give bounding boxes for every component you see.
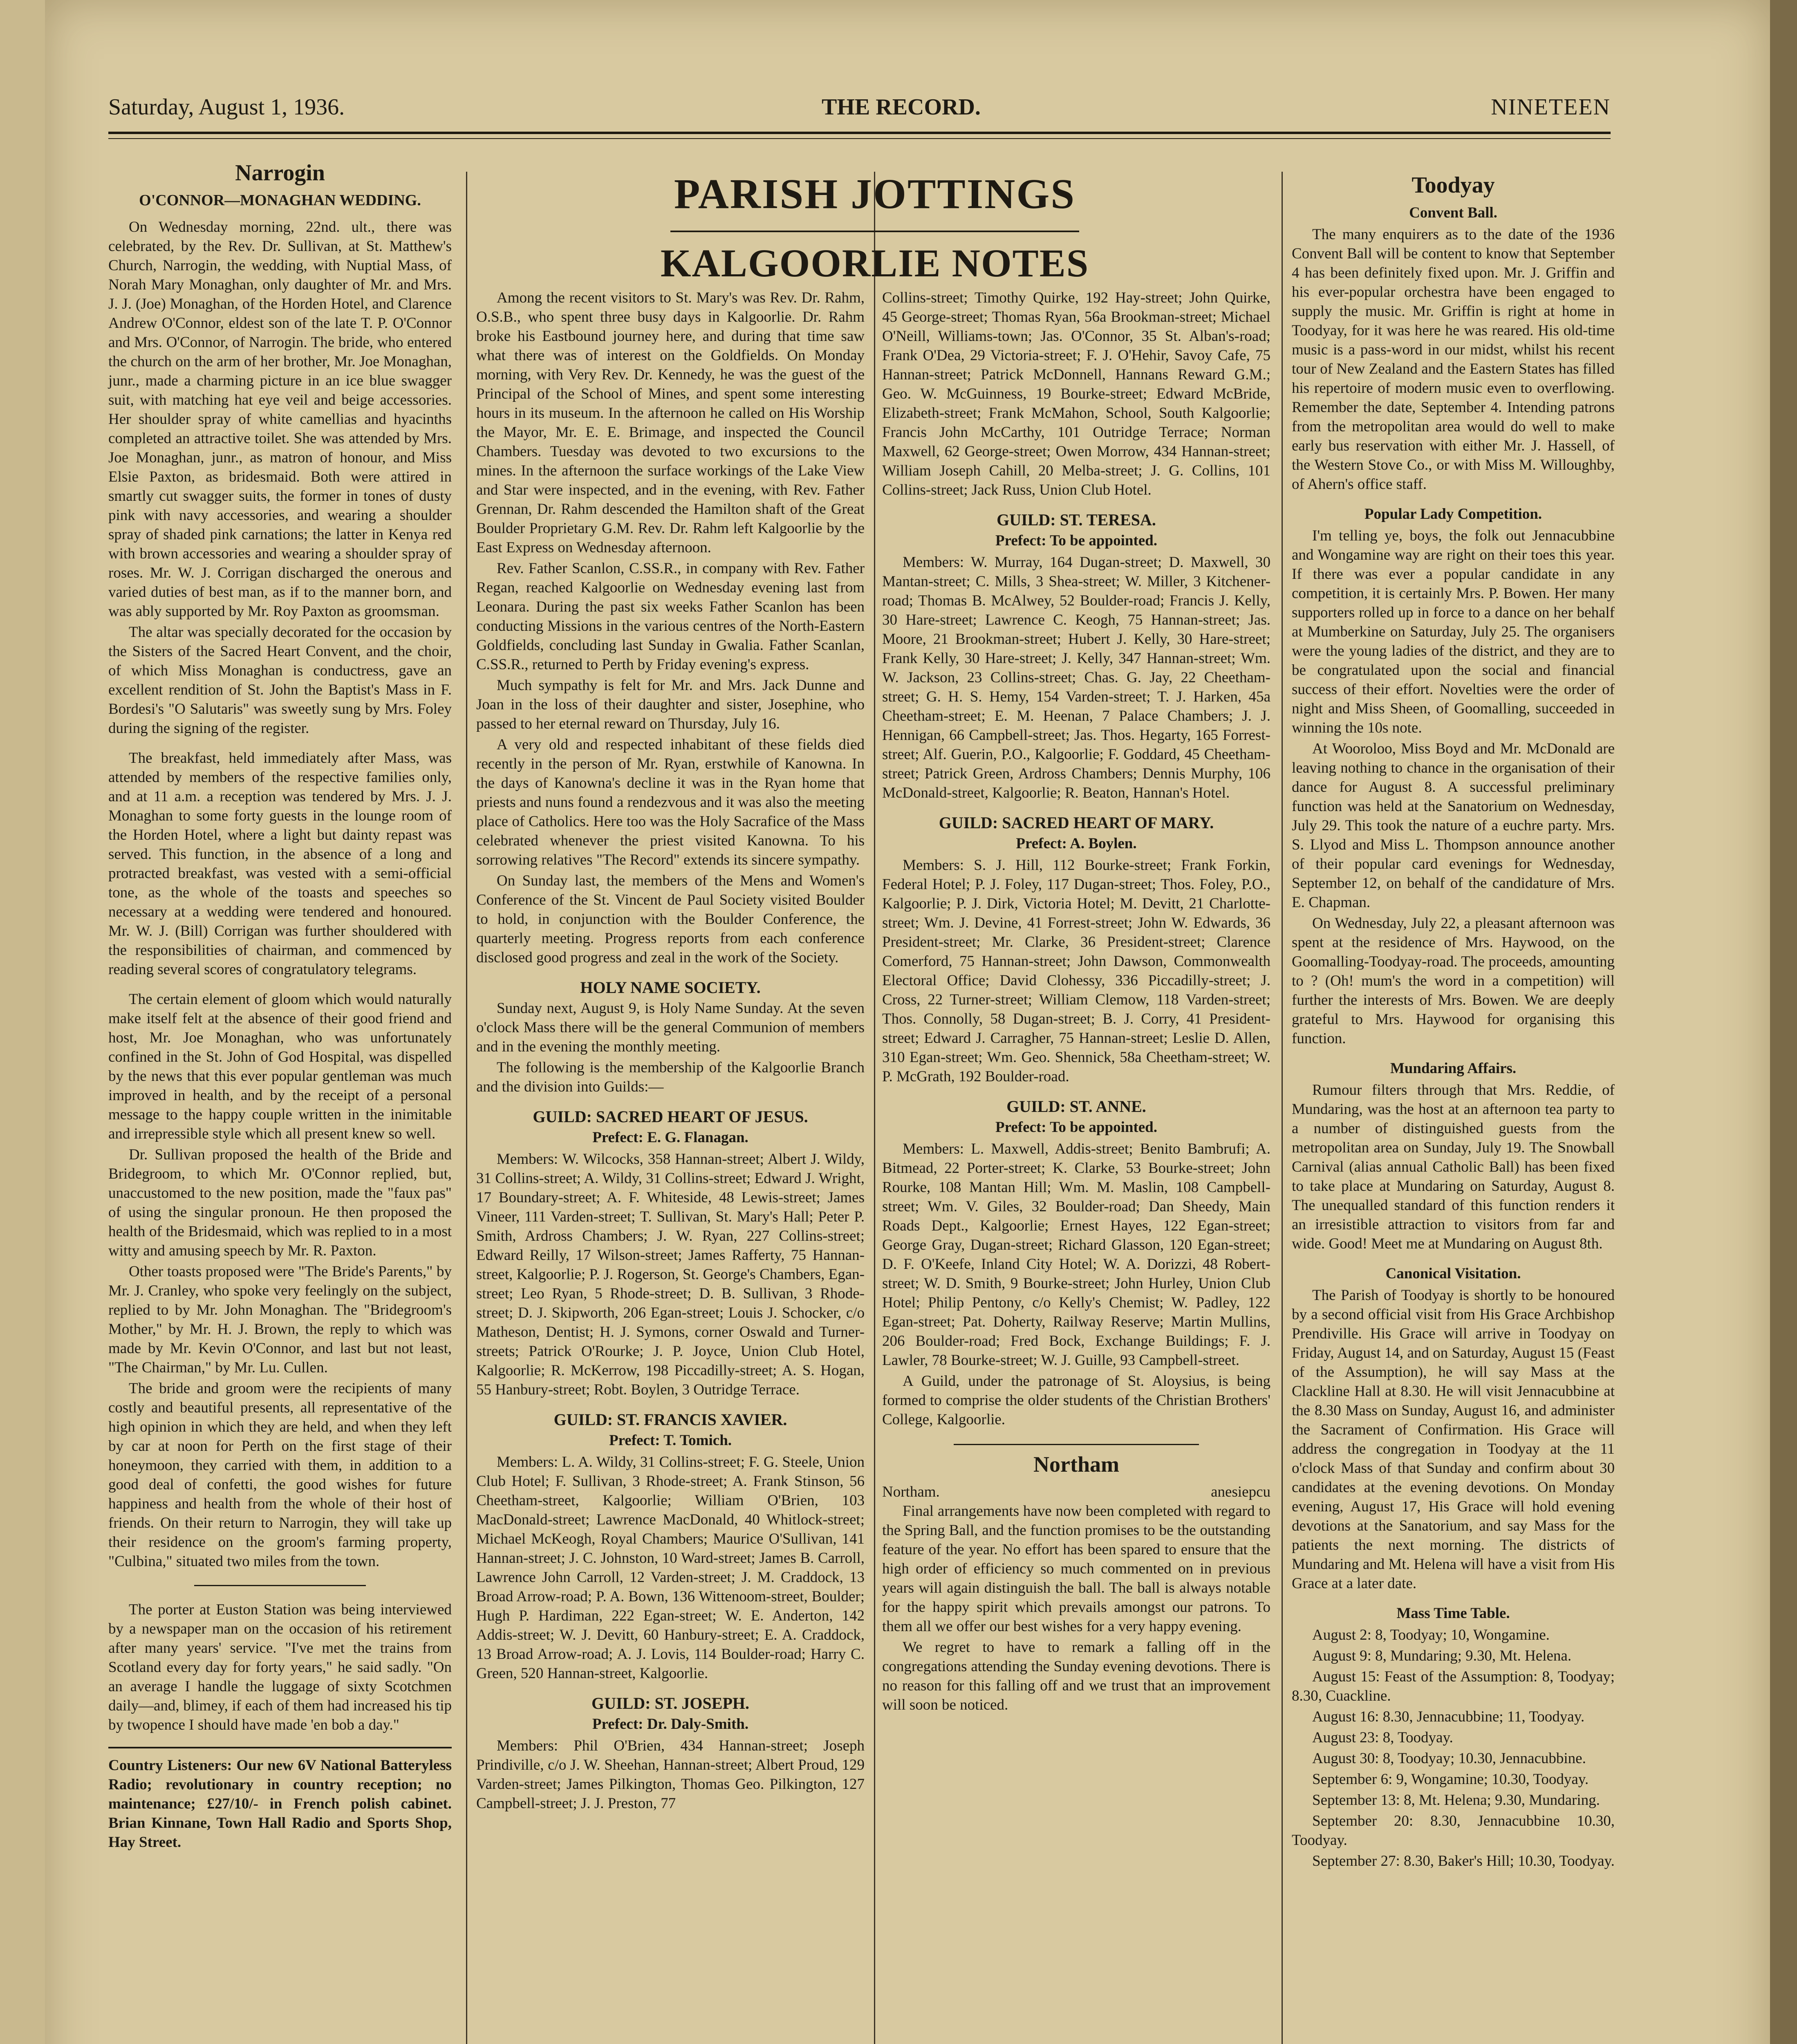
banner-title: PARISH JOTTINGS — [674, 170, 1076, 217]
member-list: Members: W. Murray, 164 Dugan-street; D. Maxwell, 30 Mantan-street; C. Mills, 3 Shea-street; W. Miller, 3 Kitchener-road; Thomas B. McAlwey, 52 Boulder-road; Francis J. Kelly, 30 Hare-street; Lawrence C. Keogh, 75 Hannan-street; Jas. Moore, 21 Brookman-street; Hubert J. Kelly, 30 Hare-street; Frank Kelly, 30 Hare-street; J. Kelly, 347 Hannan-street; Wm. W. Jackson, 23 Collins-street; Chas. G. Jay, 22 Cheetham-street; G. H. S. Hemy, 154 Varden-street; T. J. Harken, 45a Cheetham-street; E. M. Heenan, 7 Palace Chambers; J. J. Hennigan, 66 Campbell-street; Jas. Thos. Hegarty, 165 Forrest-street; Alf. Guerin, P.O., Kalgoorlie; F. Goddard, 45 Cheetham-street; Patrick Green, Ardross Chambers; Dennis Murphy, 106 McDonald-street, Kalgoorlie; R. Beaton, Hannan's Hotel. — [882, 554, 1270, 801]
timetable-row: September 27: 8.30, Baker's Hill; 10.30, Toodyay. — [1312, 1853, 1615, 1869]
prefect: Prefect: To be appointed. — [995, 532, 1158, 549]
guild-heading: GUILD: ST. JOSEPH. — [592, 1694, 749, 1712]
paragraph: The altar was specially decorated for the occasion by the Sisters of the Sacred Heart Convent, and the choir, of which Miss Monaghan is conductress, gave an excellent rendition of St. John the Baptist's Mass in F. Bordesi's "O Salutaris" was sweetly sung by Mrs. Foley during the signing of the register. — [108, 624, 452, 737]
prefect: Prefect: T. Tomich. — [609, 1432, 732, 1449]
paragraph: On Wednesday morning, 22nd. ult., there was celebrated, by the Rev. Dr. Sullivan, at St. Matthew's Church, Narrogin, the wedding, with Nuptial Mass, of Norah Mary Monaghan, only daughter of Mr. and Mrs. J. J. (Joe) Monaghan, of the Horden Hotel, and Clarence Andrew O'Connor, eldest son of the late T. P. O'Connor and Mrs. O'Connor, of Narrogin. The bride, who entered the church on the arm of her brother, Mr. Joe Monaghan, junr., made a charming picture in an ice blue swagger suit, with matching hat eye veil and beige accessories. Her shoulder spray of white camellias and hyacinths completed an attractive toilet. She was attended by Mrs. Joe Monaghan, junr., as matron of honour, and Miss Elsie Paxton, as bridesmaid. Both were attired in smartly cut swagger suits, the former in tones of dusty pink with navy accessories, and wearing a shoulder spray of shaded pink carnations; the latter in Kenya red with brown accessories and wearing a shoulder spray of roses. Mr. W. J. Corrigan discharged the onerous and varied duties of best man, as if to the manner born, and was ably supported by Mr. Roy Paxton as groomsman. — [108, 219, 452, 620]
subheading: Mass Time Table. — [1396, 1605, 1510, 1622]
paragraph: The following is the membership of the Kalgoorlie Branch and the division into Guilds:— — [476, 1059, 865, 1095]
timetable-row: August 15: Feast of the Assumption: 8, Toodyay; 8.30, Cuackline. — [1292, 1668, 1615, 1704]
guild-heading: GUILD: ST. ANNE. — [1006, 1097, 1146, 1116]
paragraph: The certain element of gloom which would naturally make itself felt at the absence of their good friend and host, Mr. Joe Monaghan, who was unfortunately confined in the St. John of God Hospital, was dispelled by the news that this ever popular gentleman was much improved in health, and by the receipt of a personal message to the happy couple written in the inimitable and irrepressible style which all present knew so well. — [108, 991, 452, 1142]
timetable-row: September 6: 9, Wongamine; 10.30, Toodyay. — [1312, 1771, 1589, 1788]
page-header — [108, 94, 1611, 123]
paragraph: Sunday next, August 9, is Holy Name Sunday. At the seven o'clock Mass there will be the general Communion of members and in the evening the monthly meeting. — [476, 1000, 865, 1055]
guild-heading: GUILD: SACRED HEART OF JESUS. — [533, 1107, 808, 1126]
divider — [954, 1444, 1199, 1445]
page-number: NINETEEN — [1491, 94, 1611, 120]
guild-heading: GUILD: SACRED HEART OF MARY. — [939, 814, 1214, 832]
radio-advert: Country Listeners: Our new 6V National Batteryless Radio; revolutionary in country reception; no maintenance; £27/10/- in French polish cabinet. Brian Kinnane, Town Hall Radio and Sports Shop, Hay Street. — [108, 1747, 452, 1852]
paragraph: I'm telling ye, boys, the folk out Jennacubbine and Wongamine way are right on their toes this year. If there was ever a popular candidate in any competition, it is certainly Mrs. P. Bowen. Her many supporters rolled up in force to a dance on her behalf at Mumberkine on Saturday, July 25. The organisers were the young ladies of the district, and they are to be congratulated upon the social and financial success of their effort. Novelties were the order of night and Miss Sheen, of Goomalling, succeeded in winning the 10s note. — [1292, 527, 1615, 736]
timetable-row: August 23: 8, Toodyay. — [1312, 1729, 1453, 1746]
subheading: Mundaring Affairs. — [1390, 1060, 1517, 1077]
column-divider — [874, 172, 875, 2044]
paragraph: On Wednesday, July 22, a pleasant afternoon was spent at the residence of Mrs. Haywood, on the Goomalling-Toodyay-road. The proceeds, amounting to ? (Oh! mum's the word in a competition) will further the interests of Mrs. Bowen. We are deeply grateful to Mrs. Haywood for organising this function. — [1292, 915, 1615, 1047]
member-list: Members: L. A. Wildy, 31 Collins-street; F. G. Steele, Union Club Hotel; F. Sullivan, 3 Rhode-street; A. Frank Stinson, 56 Cheetham-street, Kalgoorlie; William O'Brien, 103 MacDonald-street; Lawrence MacDonald, 40 Whitlock-street; Michael McKeogh, Royal Chambers; Maurice O'Sullivan, 141 Hannan-street; J. C. Johnston, 10 Ward-street; James B. Carroll, Lawrence John Carroll, 12 Varden-street; J. M. Craddock, 13 Broad Arrow-road; P. A. Bown, 136 Wittenoom-street, Boulder; Hugh P. Hardiman, 222 Egan-street; W. E. Anderton, 142 Addis-street; W. J. Devitt, 60 Hanbury-street; E. A. Craddock, 13 Broad Arrow-road; A. J. Lovis, 114 Boulder-road; Harry C. Green, 520 Hannan-street, Kalgoorlie. — [476, 1454, 865, 1682]
guild-heading: GUILD: ST. FRANCIS XAVIER. — [553, 1410, 787, 1429]
paragraph: A Guild, under the patronage of St. Aloysius, is being formed to comprise the older students of the Christian Brothers' College, Kalgoorlie. — [882, 1373, 1270, 1428]
timetable-row: September 20: 8.30, Jennacubbine 10.30, Toodyay. — [1292, 1813, 1615, 1849]
subheading: HOLY NAME SOCIETY. — [580, 978, 761, 997]
dateline-mark: anesiepcu — [1211, 1484, 1270, 1500]
page-edge — [1770, 0, 1797, 2044]
northam-dateline — [882, 1482, 1270, 1502]
prefect: Prefect: A. Boylen. — [1016, 835, 1137, 852]
paragraph: The many enquirers as to the date of the 1936 Convent Ball will be content to know that September 4 has been definitely fixed upon. Mr. J. Griffin and his ever-popular orchestra have been engaged to supply the music. Mr. Griffin is right at home in Toodyay, for it was here he was reared. His old-time music is a pass-word in our midst, whilst his recent tour of New Zealand and the Eastern States has filled his repertoire of modern music even to overflowing. Remember the date, September 4. Intending patrons from the metropolitan area would do well to make early bus reservation with either Mr. J. Hassell, of the Western Stove Co., or with Miss M. Willoughby, of Ahern's office staff. — [1292, 226, 1615, 493]
headline: KALGOORLIE NOTES — [660, 241, 1089, 285]
paragraph: Dr. Sullivan proposed the health of the Bride and Bridegroom, to which Mr. O'Connor replied, but, unaccustomed to the new position, made the "faux pas" of using the singular pronoun. He then proposed the health of the Bridesmaid, which was replied to in a most witty and amusing speech by Mr. R. Paxton. — [108, 1146, 452, 1259]
paragraph: The breakfast, held immediately after Mass, was attended by members of the respective families only, and at 11 a.m. a reception was tendered by Mrs. J. J. Monaghan to some forty guests in the lounge room of the Horden Hotel, where a light but dainty repast was served. This function, in the absence of a long and protracted breakfast, was vested with a semi-official tone, as the whole of the toasts and speeches so necessary at a wedding were tendered and honoured. Mr. W. J. (Bill) Corrigan was further shouldered with the responsibilities of chairman, and commenced by reading several scores of congratulatory telegrams. — [108, 750, 452, 978]
header-rule — [108, 132, 1611, 134]
paragraph: At Wooroloo, Miss Boyd and Mr. McDonald are leaving nothing to chance in the organisation of their dance for August 8. A successful preliminary function was held at the Sanatorium on Wednesday, July 29. This took the nature of a euchre party. Mrs. S. Llyod and Miss L. Thompson announce another of their popular card evenings for Wednesday, September 12, on behalf of the candidature of Mrs. E. Chapman. — [1292, 740, 1615, 911]
prefect: Prefect: Dr. Daly-Smith. — [592, 1716, 749, 1732]
column-divider — [466, 172, 467, 2044]
member-list: Collins-street; Timothy Quirke, 192 Hay-street; John Quirke, 45 George-street; Thomas Ryan, 56a Brookman-street; Michael O'Neill, Williams-town; Jas. O'Connor, 35 St. Alban's-road; Frank O'Dea, 29 Victoria-street; F. J. O'Hehir, Savoy Cafe, 75 Hannan-street; Patrick McDonnell, Hannans Reward G.M.; Geo. W. McGuinness, 19 Bourke-street; Edward McBride, Elizabeth-street; Frank McMahon, School, South Kalgoorlie; Francis John McCarthy, 101 Outridge Terrace; Norman Maxwell, 62 George-street; Owen Morrow, 434 Hannan-street; William Joseph Cahill, 20 Melba-street; J. G. Collins, 101 Collins-street; Jack Russ, Union Club Hotel. — [882, 289, 1270, 498]
timetable-row: August 9: 8, Mundaring; 9.30, Mt. Helena. — [1312, 1647, 1572, 1664]
member-list: Members: S. J. Hill, 112 Bourke-street; Frank Forkin, Federal Hotel; P. J. Foley, 117 Dugan-street; Thos. Foley, P.O., Kalgoorlie; P. J. Dirk, Victoria Hotel; M. Devitt, 21 Charlotte-street; Wm. J. Devine, 41 Forrest-street; John W. Edwards, 36 President-street; Mr. Clarke, 36 President-street; Clarence Comerford, 75 Hannan-street; John Dawson, Commonwealth Electoral Office; David Clohessy, 336 Piccadilly-street; J. Cross, 22 Turner-street; William Clemow, 118 Varden-street; Thos. Connolly, 58 Dugan-street; B. J. Corry, 41 President-street; Edward J. Carragher, 75 Hannan-street; Leslie D. Allen, 310 Egan-street; Wm. Geo. Shennick, 58a Cheetham-street; W. P. McGrath, 192 Boulder-road. — [882, 857, 1270, 1085]
divider — [194, 1585, 366, 1586]
header-rule-thin — [108, 138, 1611, 139]
timetable-row: August 30: 8, Toodyay; 10.30, Jennacubbine. — [1312, 1750, 1586, 1767]
column-divider — [1282, 172, 1283, 2044]
timetable-row: August 16: 8.30, Jennacubbine; 11, Toodyay. — [1312, 1708, 1585, 1725]
paragraph: A very old and respected inhabitant of these fields died recently in the person of Mr. Ryan, erstwhile of Kanowna. In the days of Kanowna's decline it was in the Ryan home that priests and nuns found a rendezvous and it was also the meeting place of Catholics. Here too was the Holy Sacrafice of the Mass celebrated whenever the priest visited Kanowna. To his sorrowing relatives "The Record" extends its sincere sympathy. — [476, 736, 865, 868]
member-list: Members: Phil O'Brien, 434 Hannan-street; Joseph Prindiville, c/o J. W. Sheehan, Hannan-street; Albert Proud, 129 Varden-street; James Pilkington, Thomas Geo. Pilkington, 127 Campbell-street; J. J. Preston, 77 — [476, 1737, 865, 1812]
paragraph: The Parish of Toodyay is shortly to be honoured by a second official visit from His Grace Archbishop Prendiville. His Grace will arrive in Toodyay on Friday, August 14, and on Saturday, August 15 (Feast of the Assumption), he will say Mass at the Clackline Hall at 8.30. He will visit Jennacubbine at the 8.30 Mass on Sunday, August 16, and administer the Sacrament of Confirmation. His Grace will address the congregation in Toodyay at the 11 o'clock Mass of that Sunday and confirm about 30 candidates at the evening devotions. On Monday evening, August 17, His Grace will hold evening devotions at the Sanatorium, and say Mass for the patients the next morning. The districts of Mundaring and Mt. Helena will have a visit from His Grace at a later date. — [1292, 1287, 1615, 1592]
paragraph: Much sympathy is felt for Mr. and Mrs. Jack Dunne and Joan in the loss of their daughter and sister, Josephine, who passed to her eternal reward on Thursday, July 16. — [476, 677, 865, 732]
paper-name: THE RECORD. — [822, 94, 981, 120]
dateline-place: Northam. — [882, 1484, 940, 1500]
column-kalgoorlie-1 — [476, 288, 865, 1815]
subheading: Popular Lady Competition. — [1364, 506, 1542, 522]
section-title: Narrogin — [235, 160, 325, 186]
timetable-row: August 2: 8, Toodyay; 10, Wongamine. — [1312, 1627, 1550, 1643]
issue-date: Saturday, August 1, 1936. — [108, 94, 345, 120]
paragraph: The bride and groom were the recipients of many costly and beautiful presents, all representative of the high opinion in which they are held, and when they left by car at noon for Perth on the first stage of their honeymoon, they carried with them, in addition to a good deal of confetti, the good wishes for future happiness and health from the whole of their host of friends. On their return to Narrogin, they will take up their residence on the groom's farming property, "Culbina," situated two miles from the town. — [108, 1380, 452, 1570]
guild-heading: GUILD: ST. TERESA. — [997, 511, 1156, 529]
section-title: Northam — [1033, 1452, 1119, 1477]
member-list: Members: L. Maxwell, Addis-street; Benito Bambrufi; A. Bitmead, 22 Porter-street; K. Clarke, 53 Bourke-street; John Rourke, 108 Mantan Hill; Wm. M. Maslin, 108 Campbell-street; Wm. V. Giles, 32 Boulder-road; Dan Sheedy, Main Roads Dept., Kalgoorlie; Ernest Hayes, 122 Egan-street; George Gray, Dugan-street; Richard Glasson, 120 Egan-street; D. F. O'Keefe, Inland City Hotel; W. A. Dorizzi, 48 Robert-street; W. D. Smith, 9 Bourke-street; John Hurley, Union Club Hotel; Philip Pentony, c/o Kelly's Chemist; W. Padley, 122 Egan-street; Pat. Doherty, Railway Reserve; Martin Mullins, 206 Boulder-road; Fred Bock, Exchange Buildings; F. J. Lawler, 78 Bourke-street; W. J. Guille, 93 Campbell-street. — [882, 1141, 1270, 1369]
column-kalgoorlie-2 — [882, 288, 1270, 1716]
timetable-row: September 13: 8, Mt. Helena; 9.30, Mundaring. — [1312, 1792, 1600, 1809]
parish-jottings-banner — [476, 170, 1273, 286]
paragraph: Other toasts proposed were "The Bride's Parents," by Mr. J. Cranley, who spoke very feelingly on the subject, replied to by Mr. John Monaghan. The "Bridegroom's Mother," by Mr. H. J. Brown, the reply to which was made by Mr. Kevin O'Connor, and last but not least, "The Chairman," by Mr. Lu. Cullen. — [108, 1263, 452, 1376]
subheading: Canonical Visitation. — [1385, 1265, 1521, 1282]
column-narrogin — [108, 160, 452, 1853]
paragraph: We regret to have to remark a falling off in the congregations attending the Sunday evening devotions. There is no reason for this falling off and we trust that an improvement will soon be noticed. — [882, 1639, 1270, 1713]
paragraph: The porter at Euston Station was being interviewed by a newspaper man on the occasion of his retirement after many years' service. "I've met the trains from Scotland every day for forty years," he said sadly. "On an average I handle the luggage of sixty Scotchmen daily—and, blimey, if each of them had increased his tip by twopence I should have made 'en bob a day." — [108, 1601, 452, 1733]
paragraph: Among the recent visitors to St. Mary's was Rev. Dr. Rahm, O.S.B., who spent three busy days in Kalgoorlie. Dr. Rahm broke his Eastbound journey here, and during that time saw what there was of interest on the Goldfields. On Monday morning, with Very Rev. Dr. Kennedy, he was the guest of the Principal of the School of Mines, and spent some interesting hours in its museum. In the afternoon he called on His Worship the Mayor, Mr. E. E. Brimage, and inspected the Council Chambers. Tuesday was devoted to two excursions to the mines. In the afternoon the surface workings of the Lake View and Star were inspected, and in the evening, with Rev. Father Grennan, Dr. Rahm descended the Hamilton shaft of the Great Boulder Proprietary G.M. Rev. Dr. Rahm left Kalgoorlie by the East Express on Wednesday afternoon. — [476, 289, 865, 556]
paragraph: Final arrangements have now been completed with regard to the Spring Ball, and the function promises to be the outstanding feature of the year. No effort has been spared to ensure that the high order of efficiency so much commented on in previous years will again distinguish the ball. The ball is always notable for the happy spirit which prevails amongst our patrons. To them all we offer our best wishes for a very happy evening. — [882, 1503, 1270, 1635]
subheading: Convent Ball. — [1409, 204, 1497, 221]
column-toodyay — [1292, 173, 1615, 1872]
banner-rule — [670, 231, 1079, 232]
prefect: Prefect: To be appointed. — [995, 1119, 1158, 1136]
article-subtitle: O'CONNOR—MONAGHAN WEDDING. — [139, 192, 421, 209]
paragraph: Rev. Father Scanlon, C.SS.R., in company with Rev. Father Regan, reached Kalgoorlie on Wednesday evening last from Leonara. During the past six weeks Father Scanlon has been conducting Missions in the various centres of the North-Eastern Goldfields, concluding last Sunday in Gwalia. Father Scanlan, C.SS.R., returned to Perth by Friday evening's express. — [476, 560, 865, 673]
paragraph: Rumour filters through that Mrs. Reddie, of Mundaring, was the host at an afternoon tea party to a number of distinguished guests from the metropolitan area on Sunday, July 19. The Snowball Carnival (alias annual Catholic Ball) has been fixed to take place at Mundaring on Saturday, August 8. The unequalled standard of this function renders it an irresistible attraction to visitors from far and wide. Good! Meet me at Mundaring on August 8th. — [1292, 1082, 1615, 1252]
prefect: Prefect: E. G. Flanagan. — [592, 1129, 748, 1146]
paragraph: On Sunday last, the members of the Mens and Women's Conference of the St. Vincent de Paul Society visited Boulder to hold, in conjunction with the Boulder Conference, the quarterly meeting. Progress reports from each conference disclosed good progress and zeal in the work of the Society. — [476, 872, 865, 966]
member-list: Members: W. Wilcocks, 358 Hannan-street; Albert J. Wildy, 31 Collins-street; A. Wildy, 31 Collins-street; Edward J. Wright, 17 Boundary-street; A. F. Whiteside, 48 Lewis-street; James Vineer, 111 Varden-street; T. Sullivan, St. Mary's Hall; Peter P. Smith, Ardross Chambers; J. W. Ryan, 227 Collins-street; Edward Reilly, 17 Wilson-street; James Rafferty, 75 Hannan-street, Kalgoorlie; P. J. Rogerson, St. George's Chambers, Egan-street; Leo Ryan, 5 Rhode-street; D. B. Sullivan, 3 Rhode-street; D. J. Skipworth, 206 Egan-street; Louis J. Schocker, c/o Matheson, Dentist; H. J. Symons, corner Oswald and Turner-streets; Patrick O'Rourke; J. P. Joyce, Union Club Hotel, Kalgoorlie; R. McKerrow, 198 Piccadilly-street; A. S. Hogan, 55 Hanbury-street; Robt. Boylen, 3 Outridge Terrace. — [476, 1151, 865, 1398]
section-title: Toodyay — [1412, 173, 1495, 198]
